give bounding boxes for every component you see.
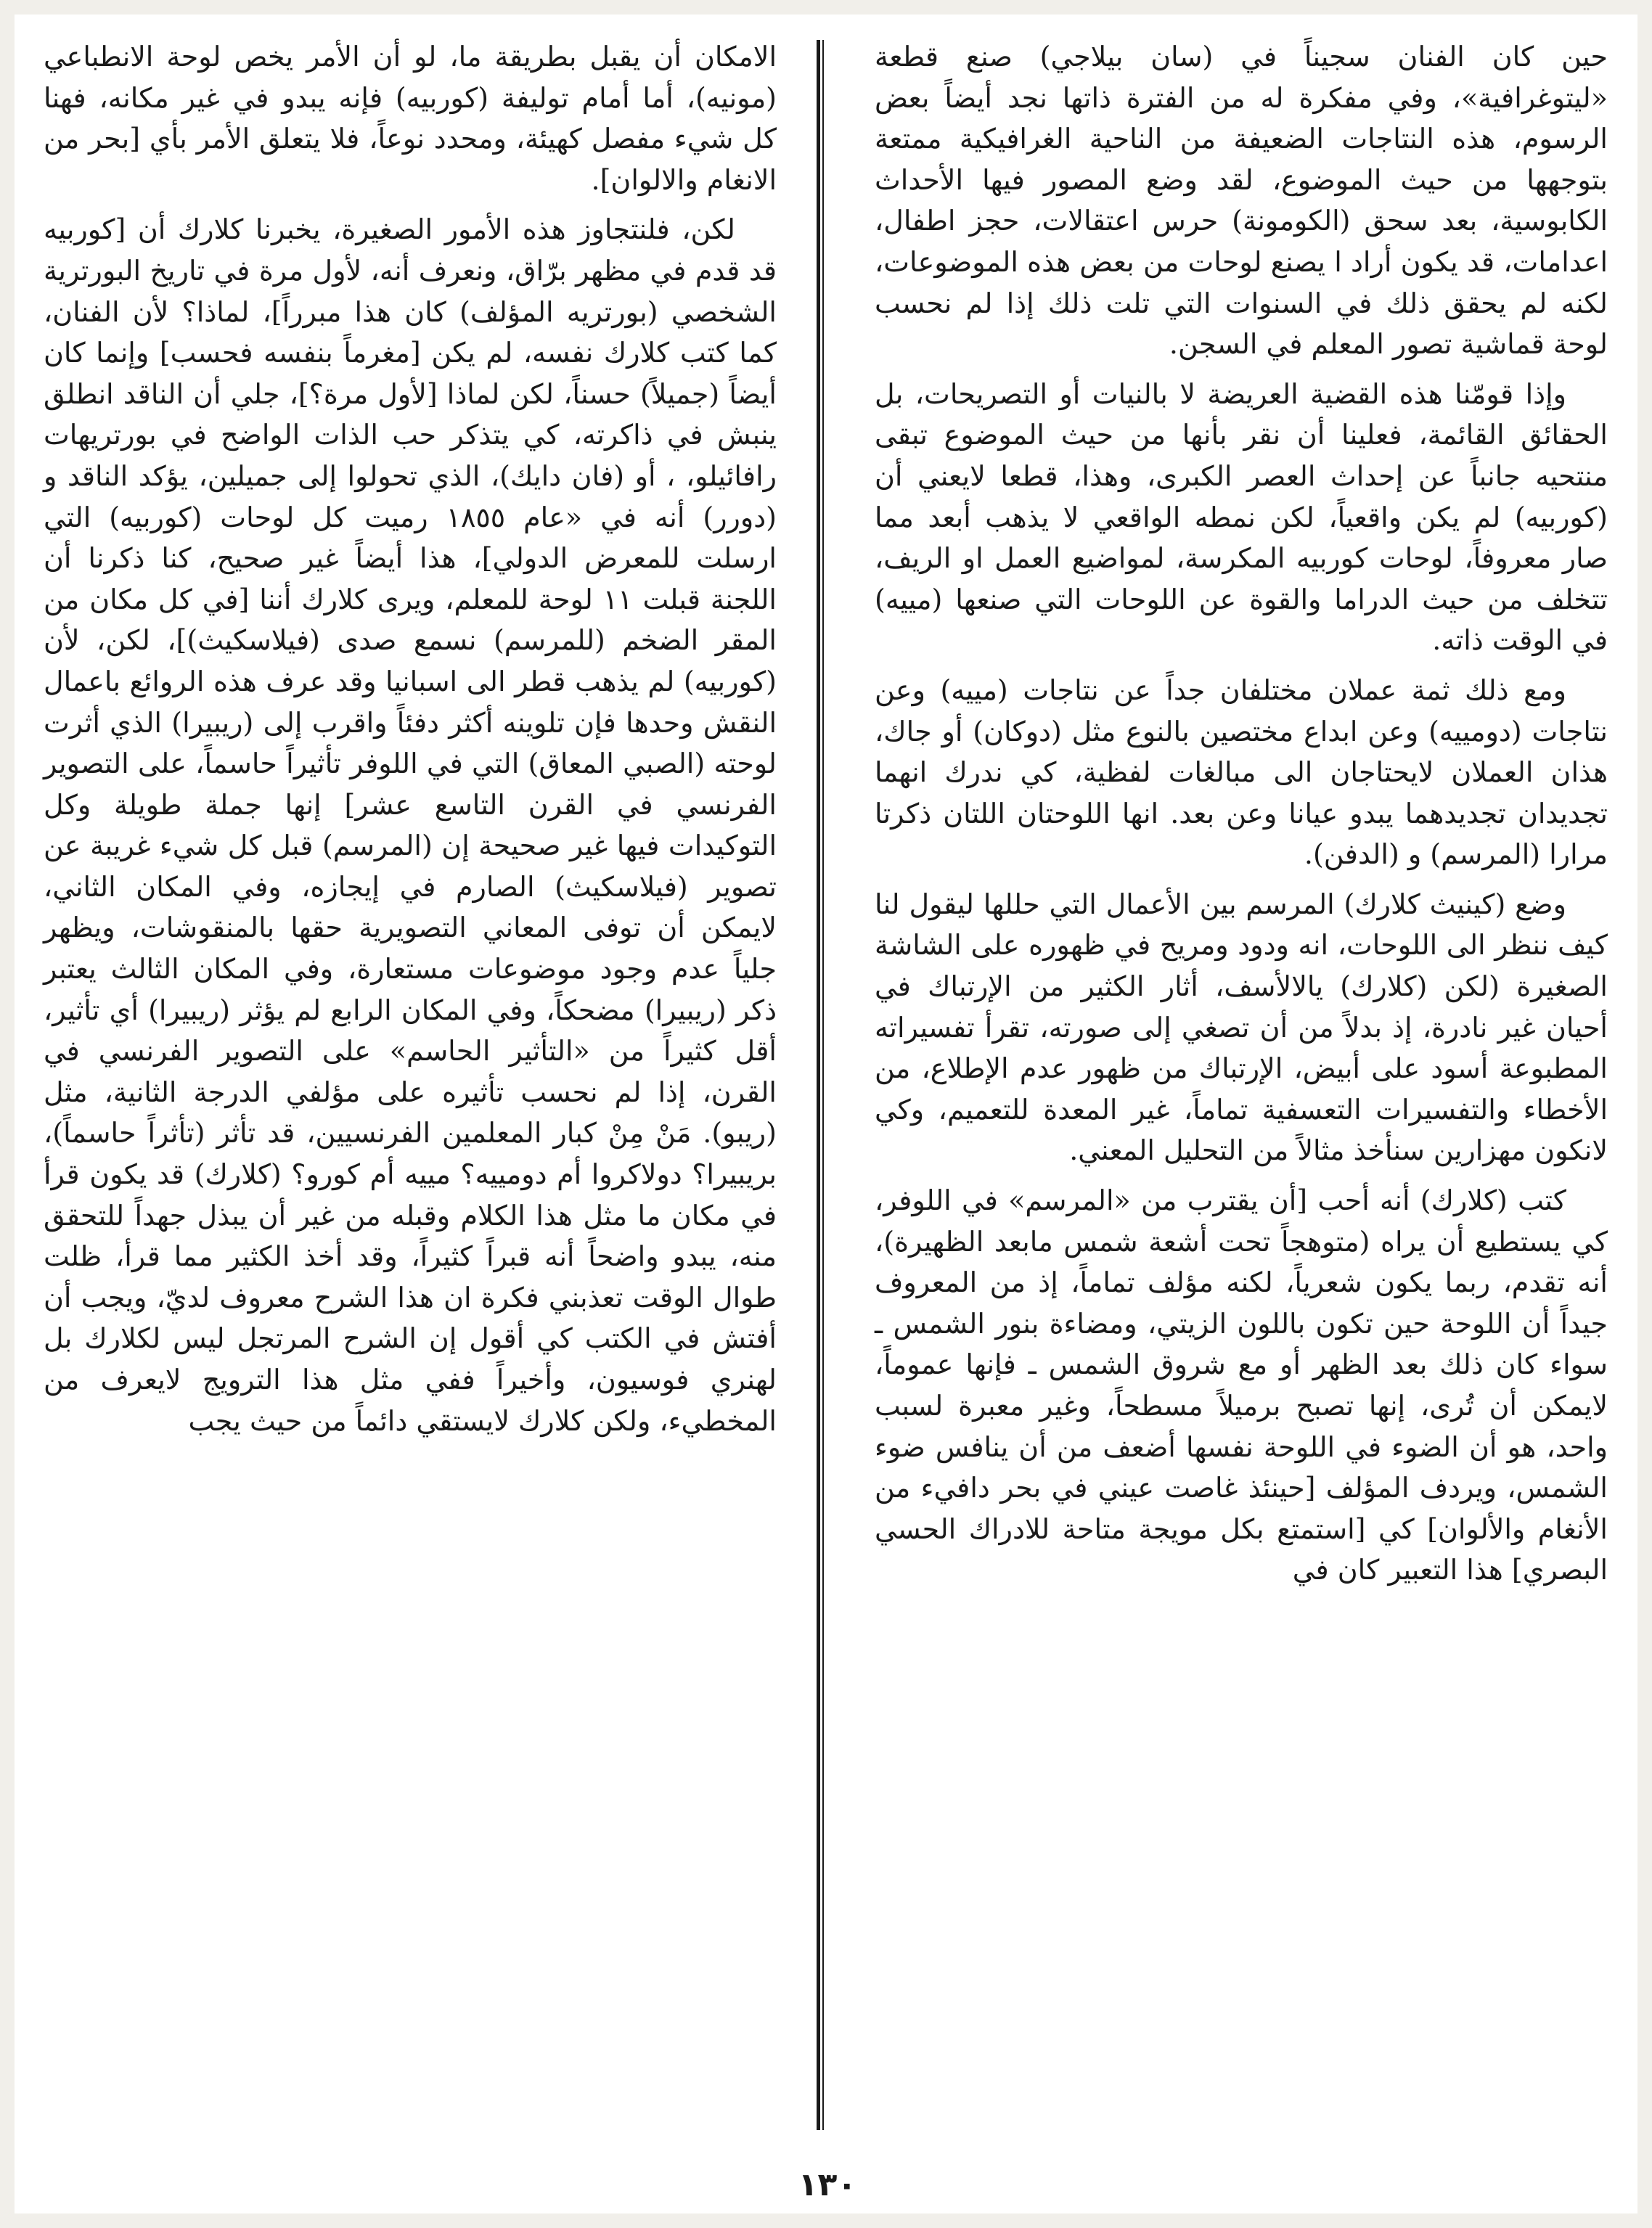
- paragraph: حين كان الفنان سجيناً في (سان بيلاجي) صنع قطعة «ليتوغرافية»، وفي مفكرة له من الفترة ذاتها نجد أيضاً بعض الرسوم، هذه النتاجات الضعيفة من الناحية الغرافيكية ممتعة بتوجهها من حيث الموضوع، لقد وضع المصور فيها الأحداث الكابوسية، بعد سحق (الكومونة) حرس اعتقالات، حجز اطفال، اعدامات، قد يكون أراد ا يصنع لوحات من بعض هذه الموضوعات، لكنه لم يحقق ذلك في السنوات التي تلت ذلك إذا لم نحسب لوحة قماشية تصور المعلم في السجن.: [875, 41, 1608, 361]
- column-divider: [817, 40, 820, 2130]
- paragraph: كتب (كلارك) أنه أحب [أن يقترب من «المرسم» في اللوفر، كي يستطيع أن يراه (متوهجاً تحت أشعة شمس مابعد الظهيرة)، أنه تقدم، ربما يكون شعرياً، لكنه مؤلف تماماً، إذ من المعروف جيداً أن اللوحة حين تكون باللون الزيتي، ومضاءة بنور الشمس ـ سواء كان ذلك بعد الظهر أو مع شروق الشمس ـ فإنها عموماً، لايمكن أن تُرى، إنها تصبح برميلاً مسطحاً، وغير معبرة لسبب واحد، هو أن الضوء في اللوحة نفسها أضعف من أن ينافس ضوء الشمس، ويردف المؤلف [حينئذ غاصت عيني في بحر دافيء من الأنغام والألوان] كي [استمتع بكل مويجة متاحة للادراك الحسي البصري] هذا التعبير كان في: [875, 1184, 1608, 1586]
- paragraph: ومع ذلك ثمة عملان مختلفان جداً عن نتاجات (مييه) وعن نتاجات (دومييه) وعن ابداع مختصين بالنوع مثل (دوكان) أو جاك، هذان العملان لايحتاجان الى مبالغات لفظية، كي ندرك انهما تجديدان تجديدهما يبدو عيانا وعن بعد. انها اللوحتان اللتان ذكرتا مرارا (المرسم) و (الدفن).: [875, 673, 1608, 871]
- paragraph: وضع (كينيث كلارك) المرسم بين الأعمال التي حللها ليقول لنا كيف ننظر الى اللوحات، انه ودود ومريح في ظهوره على الشاشة الصغيرة (لكن (كلارك) يالالأسف، أثار الكثير من الإرتباك في أحيان غير نادرة، إذ بدلاً من أن تصغي إلى صورته، تقرأ تفسيراته المطبوعة أسود على أبيض، الإرتباك من ظهور عدم الإطلاع، من الأخطاء والتفسيرات التعسفية تماماً، غير المعدة للتعميم، وكي لانكون مهزارين سنأخذ مثالاً من التحليل المعني.: [875, 888, 1608, 1167]
- left-text-column: [44, 36, 777, 1441]
- right-text-column: [875, 36, 1608, 1591]
- paragraph: الامكان أن يقبل بطريقة ما، لو أن الأمر يخص لوحة الانطباعي (مونيه)، أما أمام توليفة (كوربيه) فإنه يبدو في غير مكانه، فهنا كل شيء مفصل كهيئة، ومحدد نوعاً، فلا يتعلق الأمر بأي [بحر من الانغام والالوان].: [44, 41, 777, 196]
- paragraph: وإذا قومّنا هذه القضية العريضة لا بالنيات أو التصريحات، بل الحقائق القائمة، فعلينا أن نقر بأنها من حيث الموضوع تبقى منتحيه جانباً عن إحداث العصر الكبرى، وهذا، قطعا لايعني أن (كوربيه) لم يكن واقعياً، لكن نمطه الواقعي لا يذهب أبعد مما صار معروفاً، لوحات كوربيه المكرسة، لمواضيع العمل او الريف، تتخلف من حيث الدراما والقوة عن اللوحات التي صنعها (مييه) في الوقت ذاته.: [875, 377, 1608, 657]
- paragraph: لكن، فلنتجاوز هذه الأمور الصغيرة، يخبرنا كلارك أن [كوربيه قد قدم في مظهر برّاق، ونعرف أنه، لأول مرة في تاريخ البورترية الشخصي (بورتريه المؤلف) كان هذا مبرراً]، لماذا؟ لأن الفنان، كما كتب كلارك نفسه، لم يكن [مغرماً بنفسه فحسب] وإنما كان أيضاً (جميلاً) حسناً، لكن لماذا [لأول مرة؟]، جلي أن الناقد انطلق ينبش في ذاكرته، كي يتذكر حب الذات الواضح في بورتريهات رافائيلو، ، أو (فان دايك)، الذي تحولوا إلى جميلين، يؤكد الناقد و (دورر) أنه في «عام ١٨٥٥ رميت كل لوحات (كوربيه) التي ارسلت للمعرض الدولي]، هذا أيضاً غير صحيح، كنا ذكرنا أن اللجنة قبلت ١١ لوحة للمعلم، ويرى كلارك أننا [في كل مكان من المقر الضخم (للمرسم) نسمع صدى (فيلاسكيث)]، لكن، لأن (كوربيه) لم يذهب قطر الى اسبانيا وقد عرف هذه الروائع باعمال النقش وحدها فإن تلوينه أكثر دفئاً واقرب إلى (ريبيرا) الذي أثرت لوحته (الصبي المعاق) التي في اللوفر تأثيراً حاسماً، على التصوير الفرنسي في القرن التاسع عشر] إنها جملة طويلة وكل التوكيدات فيها غير صحيحة إن (المرسم) قبل كل شيء غريبة عن تصوير (فيلاسكيث) الصارم في إيجازه، وفي المكان الثاني، لايمكن أن توفى المعاني التصويرية حقها بالمنقوشات، ويظهر جلياً عدم وجود موضوعات مستعارة، وفي المكان الثالث يعتبر ذكر (ريبيرا) مضحكاً، وفي المكان الرابع لم يؤثر (ريبيرا) أي تأثير، أقل كثيراً من «التأثير الحاسم» على التصوير الفرنسي في القرن، إذا لم نحسب تأثيره على مؤلفي الدرجة الثانية، مثل (ريبو). مَنْ مِنْ كبار المعلمين الفرنسيين، قد تأثر (تأثراً حاسماً)، بريبيرا؟ دولاكروا أم دومييه؟ مييه أم كورو؟ (كلارك) قد يكون قرأ في مكان ما مثل هذا الكلام وقبله من غير أن يبذل جهداً للتحقق منه، يبدو واضحاً أنه قبراً كثيراً، وقد أخذ الكثير مما قرأ، ظلت طوال الوقت تعذبني فكرة ان هذا الشرح معروف لديّ، ويجب أن أفتش في الكتب كي أقول إن الشرح المرتجل ليس لكلارك بل لهنري فوسيون، وأخيراً ففي مثل هذا الترويج لايعرف من المخطيء، ولكن كلارك لايستقي دائماً من حيث يجب: [44, 213, 777, 1437]
- page-number: ١٣٠: [798, 2166, 857, 2203]
- column-divider-thin: [822, 40, 824, 2130]
